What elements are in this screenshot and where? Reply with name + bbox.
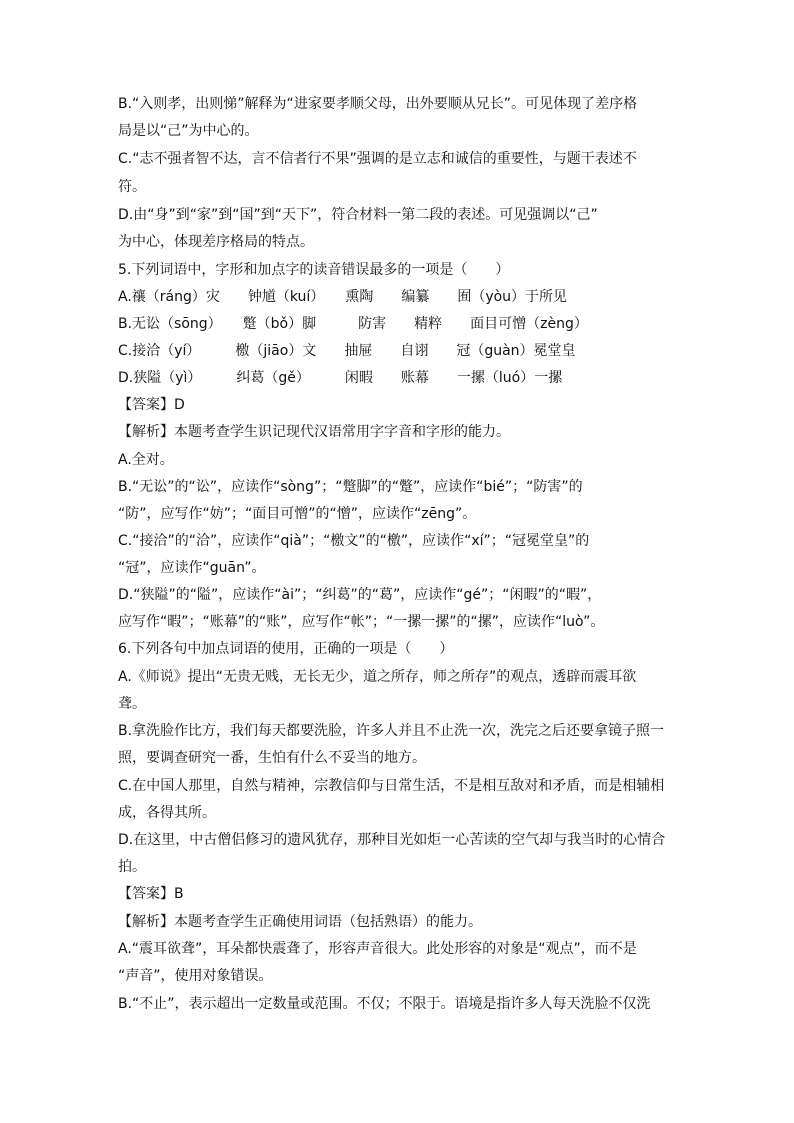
option-a: A.禳（ráng）灾 钟馗（kuí） 熏陶 编纂 囿（yòu）于所见 <box>118 289 568 305</box>
option-b: B.无讼（sōng） 蹩（bǒ）脚 防害 精粹 面目可憎（zèng） <box>118 316 588 332</box>
option-d: D.狭隘（yì） 纠葛（gě） 闲暇 账幕 一摞（luó）一摞 <box>118 370 563 386</box>
text-line: “声音”，使用对象错误。 <box>118 968 273 984</box>
answer-label: 【答案】D <box>118 397 185 413</box>
text-line: 为中心，体现差序格局的特点。 <box>118 234 314 250</box>
text-line: “冠”，应读作“guān”。 <box>118 560 266 576</box>
text-line: “防”，应写作“妨”；“面目可憎”的“憎”，应读作“zēng”。 <box>118 506 477 522</box>
text-line: B.“不止”，表示超出一定数量或范围。不仅；不限于。语境是指许多人每天洗脸不仅洗 <box>118 996 651 1012</box>
text-line: C.“接洽”的“洽”，应读作“qià”；“檄文”的“檄”，应读作“xí”；“冠冕堂皇”的 <box>118 533 590 549</box>
option-c: C.接洽（yí） 檄（jiāo）文 抽屉 自诩 冠（guàn）冕堂皇 <box>118 343 576 359</box>
text-line: A.《师说》提出“无贵无贱，无长无少，道之所存，师之所存”的观点，透辟而震耳欲 <box>118 669 637 685</box>
text-line: A.全对。 <box>118 452 174 468</box>
text-line: C.在中国人那里，自然与精神，宗教信仰与日常生活，不是相互敌对和矛盾，而是相辅相 <box>118 778 665 794</box>
answer-label: 【答案】B <box>118 886 184 902</box>
analysis-label: 【解析】本题考查学生识记现代汉语常用字字音和字形的能力。 <box>118 424 510 440</box>
text-line: 符。 <box>118 179 146 195</box>
text-line: B.“无讼”的“讼”，应读作“sòng”；“蹩脚”的“蹩”，应读作“bié”；“防害”的 <box>118 479 583 495</box>
text-line: 应写作“暇”；“账幕”的“账”，应写作“帐”；“一摞一摞”的“摞”，应读作“luò”。 <box>118 614 605 630</box>
text-line: D.由“身”到“家”到“国”到“天下”，符合材料一第二段的表述。可见强调以“己” <box>118 207 598 223</box>
text-line: D.“狭隘”的“隘”，应读作“ài”；“纠葛”的“葛”，应读作“gé”；“闲暇”的“暇”， <box>118 587 602 603</box>
analysis-label: 【解析】本题考查学生正确使用词语（包括熟语）的能力。 <box>118 914 482 930</box>
text-line: B.拿洗脸作比方，我们每天都要洗脸，许多人并且不止洗一次，洗完之后还要拿镜子照一 <box>118 723 665 739</box>
text-line: 照，要调查研究一番，生怕有什么不妥当的地方。 <box>118 750 426 766</box>
text-line: 拍。 <box>118 859 146 875</box>
text-line: D.在这里，中古僧侣修习的遗风犹存，那种目光如炬一心苦读的空气却与我当时的心情合 <box>118 832 666 848</box>
text-line: 局是以“己”为中心的。 <box>118 123 259 139</box>
text-line: 聋。 <box>118 696 146 712</box>
text-line: A.“震耳欲聋”，耳朵都快震聋了，形容声音很大。此处形容的对象是“观点”，而不是 <box>118 941 637 957</box>
text-line: 成，各得其所。 <box>118 805 216 821</box>
text-line: B.“入则孝，出则悌”解释为“进家要孝顺父母，出外要顺从兄长”。可见体现了差序格 <box>118 96 638 112</box>
question-6-stem: 6.下列各句中加点词语的使用，正确的一项是（ ） <box>118 641 454 657</box>
question-5-stem: 5.下列词语中，字形和加点字的读音错误最多的一项是（ ） <box>118 262 510 278</box>
text-line: C.“志不强者智不达，言不信者行不果”强调的是立志和诚信的重要性，与题干表述不 <box>118 151 637 167</box>
